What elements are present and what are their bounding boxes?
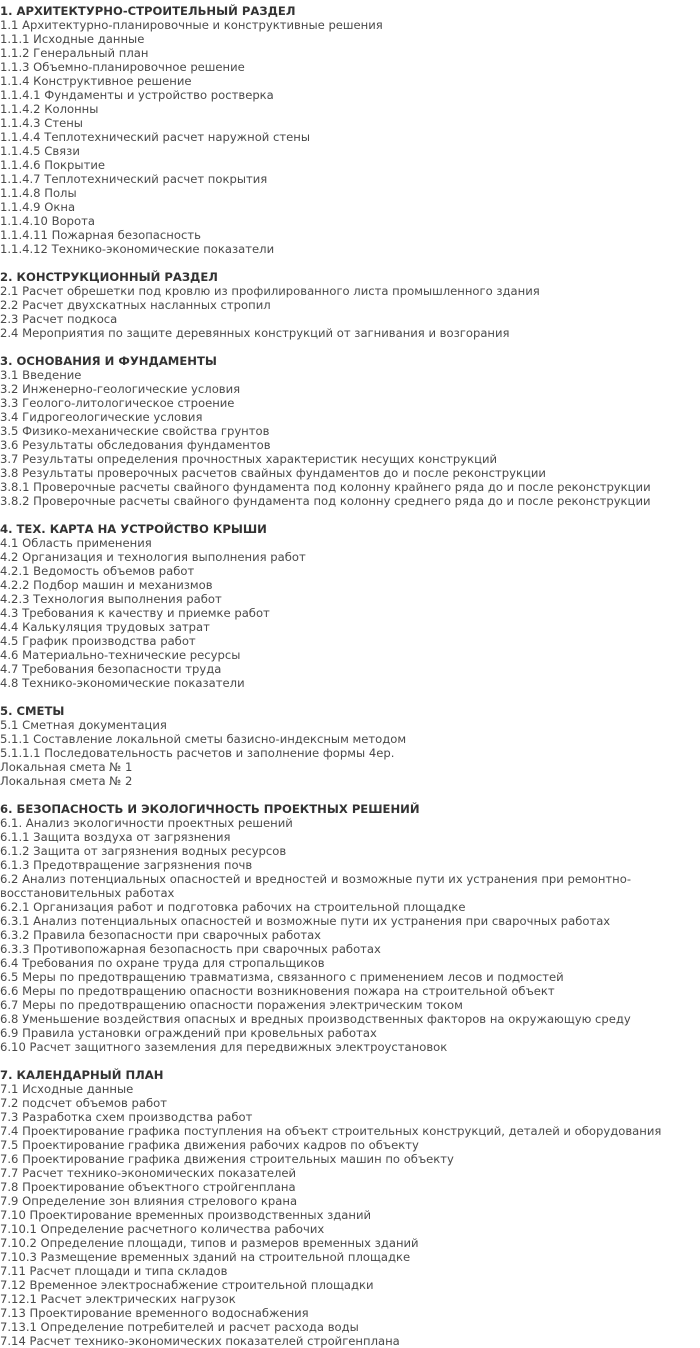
list-item: 7.4 Проектирование графика поступления на объект строительных конструкций, деталей и оборудования — [0, 1124, 662, 1138]
list-item: 7.6 Проектирование графика движения строительных машин по объекту — [0, 1152, 454, 1166]
list-item: 2.4 Мероприятия по защите деревянных конструкций от загнивания и возгорания — [0, 326, 510, 340]
list-item: 3.1 Введение — [0, 368, 82, 382]
list-item: 1.1.4.4 Теплотехнический расчет наружной стены — [0, 130, 311, 144]
section-title: 2. КОНСТРУКЦИОННЫЙ РАЗДЕЛ — [0, 270, 218, 284]
list-item: 1.1.4.8 Полы — [0, 186, 77, 200]
list-item: 1.1.4.5 Связи — [0, 144, 80, 158]
list-item: 1.1.4 Конструктивное решение — [0, 74, 192, 88]
section-title: 6. БЕЗОПАСНОСТЬ И ЭКОЛОГИЧНОСТЬ ПРОЕКТНЫХ РЕШЕНИЙ — [0, 802, 420, 816]
list-item: 7.10.3 Размещение временных зданий на строительной площадке — [0, 1250, 411, 1264]
list-item: 6.1. Анализ экологичности проектных решений — [0, 816, 293, 830]
list-item: 1.1.2 Генеральный план — [0, 46, 149, 60]
section-item-list — [0, 284, 700, 340]
section-item-list — [0, 18, 700, 256]
list-item: 7.3 Разработка схем производства работ — [0, 1110, 253, 1124]
list-item: 6.3.1 Анализ потенциальных опасностей и возможные пути их устранения при сварочных работах — [0, 914, 611, 928]
list-item: 4.2.2 Подбор машин и механизмов — [0, 578, 213, 592]
list-item: 3.2 Инженерно-геологические условия — [0, 382, 241, 396]
section-item-list — [0, 368, 700, 508]
section-title: 4. ТЕХ. КАРТА НА УСТРОЙСТВО КРЫШИ — [0, 522, 267, 536]
list-item: 1.1.3 Объемно-планировочное решение — [0, 60, 245, 74]
list-item: 7.10.1 Определение расчетного количества рабочих — [0, 1222, 325, 1236]
list-item: 3.4 Гидрогеологические условия — [0, 410, 203, 424]
list-item: 4.5 График производства работ — [0, 634, 196, 648]
toc-section — [0, 704, 700, 788]
section-title: 1. АРХИТЕКТУРНО-СТРОИТЕЛЬНЫЙ РАЗДЕЛ — [0, 4, 296, 18]
list-item: 4.6 Материально-технические ресурсы — [0, 648, 241, 662]
list-item: 6.1.3 Предотвращение загрязнения почв — [0, 858, 253, 872]
list-item: 7.8 Проектирование объектного стройгенплана — [0, 1180, 296, 1194]
list-item: 4.4 Калькуляция трудовых затрат — [0, 620, 210, 634]
list-item: 6.1.1 Защита воздуха от загрязнения — [0, 830, 231, 844]
list-item: 2.3 Расчет подкоса — [0, 312, 118, 326]
list-item: 3.8.2 Проверочные расчеты свайного фундамента под колонну среднего ряда до и после реконструкции — [0, 494, 651, 508]
list-item: 3.8.1 Проверочные расчеты свайного фундамента под колонну крайнего ряда до и после реконструкции — [0, 480, 651, 494]
list-item: 3.6 Результаты обследования фундаментов — [0, 438, 271, 452]
list-item: 6.3.3 Противопожарная безопасность при сварочных работах — [0, 942, 381, 956]
list-item: 7.12.1 Расчет электрических нагрузок — [0, 1292, 236, 1306]
list-item: 1.1 Архитектурно-планировочные и конструктивные решения — [0, 18, 383, 32]
toc-section — [0, 1068, 700, 1348]
list-item: 6.8 Уменьшение воздействия опасных и вредных производственных факторов на окружающую среду — [0, 1012, 631, 1026]
list-item: 3.3 Геолого-литологическое строение — [0, 396, 235, 410]
list-item: 5.1.1 Составление локальной сметы базисно-индексным методом — [0, 732, 407, 746]
list-item: 1.1.4.7 Теплотехнический расчет покрытия — [0, 172, 268, 186]
list-item: 6.2 Анализ потенциальных опасностей и вредностей и возможные пути их устранения при ремонтно-восстановительных работах — [0, 872, 632, 900]
list-item: 6.3.2 Правила безопасности при сварочных работах — [0, 928, 322, 942]
list-item: 7.10.2 Определение площади, типов и размеров временных зданий — [0, 1236, 419, 1250]
section-item-list — [0, 816, 700, 1054]
toc-section — [0, 354, 700, 508]
list-item: 6.6 Меры по предотвращению опасности возникновения пожара на строительной объект — [0, 984, 555, 998]
list-item: 7.2 подсчет объемов работ — [0, 1096, 167, 1110]
list-item: 7.14 Расчет технико-экономических показателей стройгенплана — [0, 1334, 400, 1348]
list-item: 7.10 Проектирование временных производственных зданий — [0, 1208, 372, 1222]
list-item: 6.2.1 Организация работ и подготовка рабочих на строительной площадке — [0, 900, 466, 914]
list-item: 7.13.1 Определение потребителей и расчет расхода воды — [0, 1320, 359, 1334]
list-item: 7.9 Определение зон влияния стрелового крана — [0, 1194, 298, 1208]
list-item: 1.1.4.6 Покрытие — [0, 158, 105, 172]
list-item: 7.1 Исходные данные — [0, 1082, 134, 1096]
toc-section — [0, 522, 700, 690]
list-item: 4.7 Требования безопасности труда — [0, 662, 222, 676]
section-title: 5. СМЕТЫ — [0, 704, 65, 718]
list-item: 6.4 Требования по охране труда для стропальщиков — [0, 956, 325, 970]
list-item: 7.7 Расчет технико-экономических показателей — [0, 1166, 297, 1180]
section-title: 7. КАЛЕНДАРНЫЙ ПЛАН — [0, 1068, 164, 1082]
list-item: 3.8 Результаты проверочных расчетов свайных фундаментов до и после реконструкции — [0, 466, 546, 480]
list-item: 6.9 Правила установки ограждений при кровельных работах — [0, 1026, 377, 1040]
list-item: 1.1.1 Исходные данные — [0, 32, 145, 46]
list-item: 2.2 Расчет двухскатных насланных стропил — [0, 298, 271, 312]
list-item: 1.1.4.3 Стены — [0, 116, 83, 130]
list-item: 6.5 Меры по предотвращению травматизма, связанного с применением лесов и подмостей — [0, 970, 564, 984]
list-item: 7.13 Проектирование временного водоснабжения — [0, 1306, 309, 1320]
list-item: 7.5 Проектирование графика движения рабочих кадров по объекту — [0, 1138, 419, 1152]
section-title: 3. ОСНОВАНИЯ И ФУНДАМЕНТЫ — [0, 354, 217, 368]
list-item: 3.5 Физико-механические свойства грунтов — [0, 424, 270, 438]
list-item: 6.10 Расчет защитного заземления для передвижных электроустановок — [0, 1040, 448, 1054]
list-item: 4.3 Требования к качеству и приемке работ — [0, 606, 270, 620]
list-item: Локальная смета № 2 — [0, 774, 133, 788]
list-item: 7.11 Расчет площади и типа складов — [0, 1264, 228, 1278]
list-item: Локальная смета № 1 — [0, 760, 133, 774]
list-item: 1.1.4.11 Пожарная безопасность — [0, 228, 201, 242]
toc-section — [0, 802, 700, 1054]
toc-section — [0, 4, 700, 256]
list-item: 5.1 Сметная документация — [0, 718, 167, 732]
list-item: 1.1.4.1 Фундаменты и устройство ростверка — [0, 88, 274, 102]
list-item: 1.1.4.10 Ворота — [0, 214, 95, 228]
list-item: 4.2.1 Ведомость объемов работ — [0, 564, 195, 578]
list-item: 4.2.3 Технология выполнения работ — [0, 592, 222, 606]
toc-section — [0, 270, 700, 340]
list-item: 5.1.1.1 Последовательность расчетов и заполнение формы 4ер. — [0, 746, 395, 760]
list-item: 4.8 Технико-экономические показатели — [0, 676, 245, 690]
list-item: 4.1 Область применения — [0, 536, 152, 550]
list-item: 4.2 Организация и технология выполнения работ — [0, 550, 306, 564]
section-item-list — [0, 536, 700, 690]
list-item: 7.12 Временное электроснабжение строительной площадки — [0, 1278, 374, 1292]
list-item: 6.7 Меры по предотвращению опасности поражения электрическим током — [0, 998, 463, 1012]
section-item-list — [0, 1082, 700, 1348]
list-item: 1.1.4.9 Окна — [0, 200, 76, 214]
list-item: 6.1.2 Защита от загрязнения водных ресурсов — [0, 844, 287, 858]
list-item: 1.1.4.2 Колонны — [0, 102, 99, 116]
list-item: 1.1.4.12 Технико-экономические показатели — [0, 242, 275, 256]
list-item: 3.7 Результаты определения прочностных характеристик несущих конструкций — [0, 452, 498, 466]
section-item-list — [0, 718, 700, 788]
list-item: 2.1 Расчет обрешетки под кровлю из профилированного листа промышленного здания — [0, 284, 540, 298]
